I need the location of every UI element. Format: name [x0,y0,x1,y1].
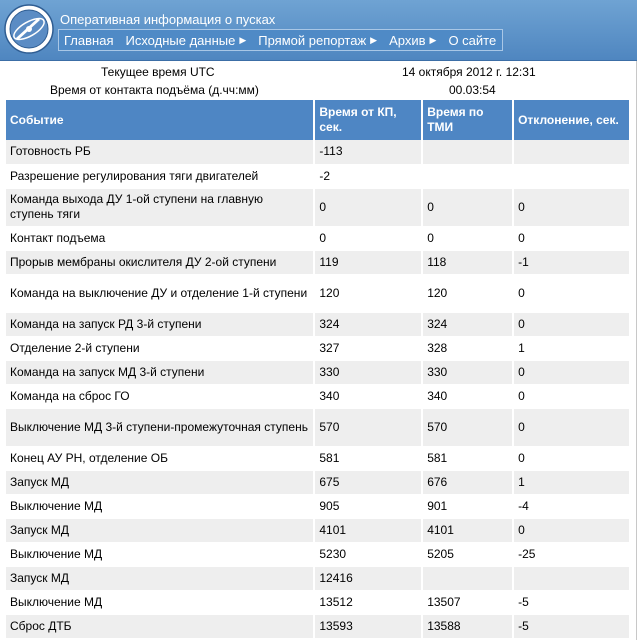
cell-time-tmi: 118 [422,250,513,274]
cell-deviation: 0 [513,312,630,336]
cell-deviation: -5 [513,614,630,638]
table-row [6,312,630,336]
column-header-event: Событие [6,100,314,140]
cell-deviation: -25 [513,542,630,566]
table-header-row [6,100,630,140]
cell-deviation: -1 [513,250,630,274]
cell-event: Запуск МД [6,566,314,590]
site-header [0,0,637,61]
cell-deviation: 0 [513,384,630,408]
nav-item-archive[interactable] [384,33,443,48]
table-row [6,518,630,542]
caret-right-icon: ▶ [370,34,378,45]
cell-deviation: 0 [513,274,630,312]
table-row [6,614,630,638]
nav-item-live-report[interactable] [253,33,384,48]
cell-time-from-kp: 12416 [314,566,422,590]
utc-time-value: 14 октября 2012 г. 12:31 [402,65,536,79]
cell-time-tmi [422,164,513,188]
table-row [6,226,630,250]
cell-time-tmi: 340 [422,384,513,408]
cell-time-tmi: 5205 [422,542,513,566]
cell-event: Команда на запуск МД 3-й ступени [6,360,314,384]
cell-event: Запуск МД [6,518,314,542]
cell-event: Команда на сброс ГО [6,384,314,408]
cell-event: Выключение МД [6,542,314,566]
cell-time-from-kp: 330 [314,360,422,384]
cell-deviation [513,566,630,590]
cell-deviation: 0 [513,226,630,250]
cell-deviation [513,164,630,188]
nav-item-label: Прямой репортаж [258,32,367,48]
cell-time-from-kp: 581 [314,446,422,470]
contact-time-label: Время от контакта подъёма (д.чч:мм) [50,83,259,97]
contact-time-value: 00.03:54 [449,83,496,97]
cell-time-tmi: 330 [422,360,513,384]
cell-time-tmi: 676 [422,470,513,494]
utc-time-label: Текущее время UTC [101,65,215,79]
cell-event: Прорыв мембраны окислителя ДУ 2-ой ступени [6,250,314,274]
main-nav [58,29,503,51]
cell-event: Команда на выключение ДУ и отделение 1-й ступени [6,274,314,312]
table-row [6,566,630,590]
cell-deviation: 0 [513,360,630,384]
cell-time-from-kp: 0 [314,226,422,250]
cell-event: Готовность РБ [6,140,314,164]
cell-event: Команда на запуск РД 3-й ступени [6,312,314,336]
cell-time-tmi [422,140,513,164]
cell-deviation: 1 [513,470,630,494]
cell-time-from-kp: -2 [314,164,422,188]
cell-time-tmi: 0 [422,188,513,226]
cell-time-tmi: 901 [422,494,513,518]
column-header-deviation: Отклонение, сек. [513,100,630,140]
table-row [6,274,630,312]
cell-time-from-kp: 340 [314,384,422,408]
emblem-logo-icon[interactable] [4,4,54,54]
table-row [6,188,630,226]
column-header-time-tmi: Время по ТМИ [422,100,513,140]
cell-event: Команда выхода ДУ 1-ой ступени на главную ступень тяги [6,188,314,226]
table-row [6,336,630,360]
table-row [6,446,630,470]
cell-time-tmi: 0 [422,226,513,250]
cell-deviation: 0 [513,188,630,226]
cell-time-from-kp: 4101 [314,518,422,542]
nav-item-label: О сайте [448,32,497,48]
events-table-body [6,140,630,638]
nav-item-about[interactable] [443,33,503,48]
cell-time-from-kp: 324 [314,312,422,336]
table-row [6,164,630,188]
cell-time-from-kp: 13593 [314,614,422,638]
table-row [6,590,630,614]
nav-item-label: Архив [389,32,426,48]
nav-item-initial-data[interactable] [120,33,253,48]
table-row [6,140,630,164]
cell-time-tmi: 120 [422,274,513,312]
cell-deviation: 0 [513,446,630,470]
cell-deviation: 0 [513,408,630,446]
launch-events-table [6,100,631,639]
table-row [6,250,630,274]
cell-time-from-kp: 675 [314,470,422,494]
launch-time-info [0,61,636,101]
cell-time-from-kp: 327 [314,336,422,360]
column-header-time-from-kp: Время от КП, сек. [314,100,422,140]
caret-right-icon: ▶ [429,34,437,45]
table-row [6,494,630,518]
table-row [6,384,630,408]
cell-event: Разрешение регулирования тяги двигателей [6,164,314,188]
cell-time-from-kp: 13512 [314,590,422,614]
cell-event: Запуск МД [6,470,314,494]
cell-time-tmi: 581 [422,446,513,470]
cell-time-from-kp: 5230 [314,542,422,566]
cell-time-tmi: 13507 [422,590,513,614]
nav-item-label: Исходные данные [125,32,236,48]
cell-event: Выключение МД 3-й ступени-промежуточная ступень [6,408,314,446]
table-row [6,470,630,494]
cell-time-tmi: 4101 [422,518,513,542]
cell-event: Сброс ДТБ [6,614,314,638]
cell-event: Выключение МД [6,494,314,518]
cell-deviation: 1 [513,336,630,360]
cell-event: Отделение 2-й ступени [6,336,314,360]
cell-time-tmi: 570 [422,408,513,446]
cell-time-from-kp: 570 [314,408,422,446]
cell-time-from-kp: 119 [314,250,422,274]
cell-time-from-kp: 905 [314,494,422,518]
cell-event: Выключение МД [6,590,314,614]
cell-time-from-kp: -113 [314,140,422,164]
cell-time-tmi [422,566,513,590]
cell-time-tmi: 324 [422,312,513,336]
cell-time-from-kp: 0 [314,188,422,226]
table-row [6,360,630,384]
cell-deviation [513,140,630,164]
cell-deviation: -5 [513,590,630,614]
table-row [6,542,630,566]
nav-item-label: Главная [64,32,114,48]
cell-deviation: 0 [513,518,630,542]
site-title: Оперативная информация о пусках [60,12,276,27]
cell-time-from-kp: 120 [314,274,422,312]
cell-event: Контакт подъема [6,226,314,250]
cell-time-tmi: 328 [422,336,513,360]
caret-right-icon: ▶ [239,34,247,45]
cell-event: Конец АУ РН, отделение ОБ [6,446,314,470]
nav-item-home[interactable] [59,33,120,48]
table-row [6,408,630,446]
cell-deviation: -4 [513,494,630,518]
cell-time-tmi: 13588 [422,614,513,638]
